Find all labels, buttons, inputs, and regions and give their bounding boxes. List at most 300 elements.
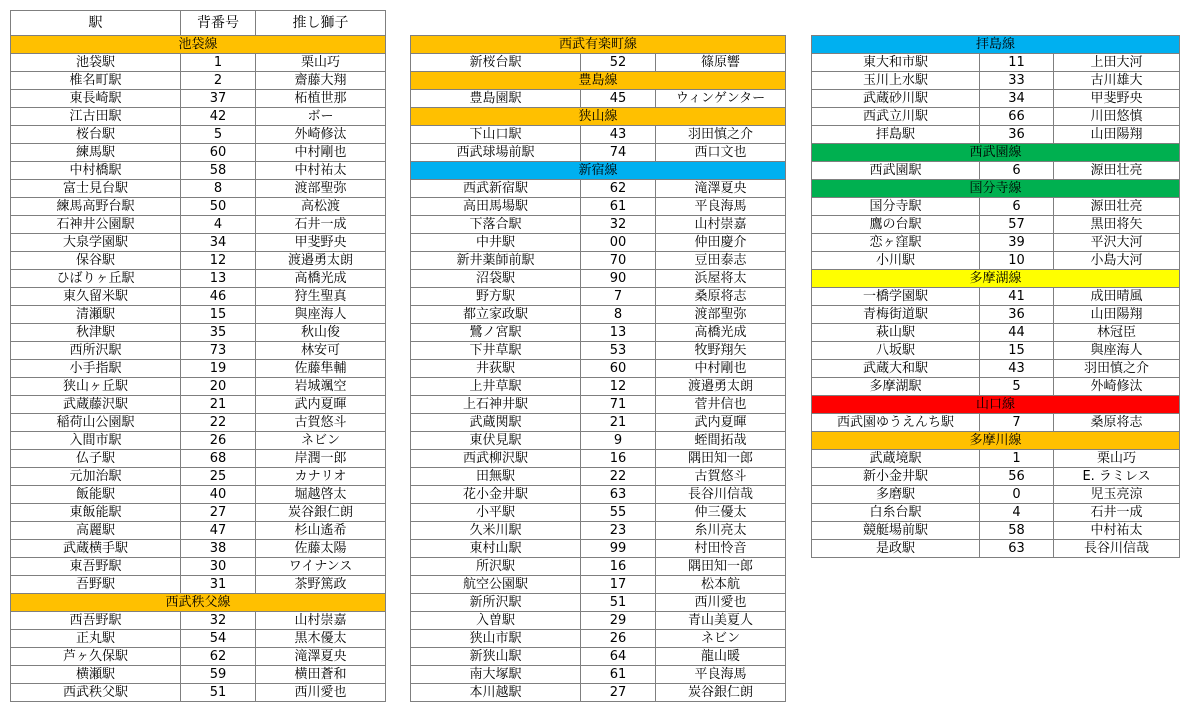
player-name: 石井一成	[256, 216, 386, 234]
station-row	[11, 54, 386, 72]
station-row	[411, 90, 786, 108]
station-row	[812, 54, 1180, 72]
uniform-number: 26	[581, 630, 656, 648]
player-name: 中村祐太	[1054, 522, 1180, 540]
uniform-number: 58	[181, 162, 256, 180]
player-name: 西川愛也	[656, 594, 786, 612]
line-header-row	[11, 36, 386, 54]
station-row	[411, 270, 786, 288]
uniform-number: 55	[581, 504, 656, 522]
uniform-number: 90	[581, 270, 656, 288]
player-name: ネビン	[656, 630, 786, 648]
uniform-number: 42	[181, 108, 256, 126]
station-name: 小平駅	[411, 504, 581, 522]
station-row	[11, 126, 386, 144]
station-row	[11, 234, 386, 252]
station-row	[11, 342, 386, 360]
uniform-number: 31	[181, 576, 256, 594]
uniform-number: 12	[181, 252, 256, 270]
player-name: 黒木優太	[256, 630, 386, 648]
player-name: 與座海人	[256, 306, 386, 324]
uniform-number: 54	[181, 630, 256, 648]
uniform-number: 57	[980, 216, 1054, 234]
station-row	[812, 252, 1180, 270]
table-body-3	[812, 36, 1180, 558]
line-name: 山口線	[812, 396, 1180, 414]
station-row	[11, 504, 386, 522]
station-name: 国分寺駅	[812, 198, 980, 216]
uniform-number: 64	[581, 648, 656, 666]
player-name: 隅田知一郎	[656, 450, 786, 468]
uniform-number: 59	[181, 666, 256, 684]
uniform-number: 99	[581, 540, 656, 558]
line-header-row	[411, 36, 786, 54]
player-name: 岸潤一郎	[256, 450, 386, 468]
station-name: 久米川駅	[411, 522, 581, 540]
station-name: 小川駅	[812, 252, 980, 270]
player-name: 菅井信也	[656, 396, 786, 414]
player-name: 齋藤大翔	[256, 72, 386, 90]
player-name: 龍山暖	[656, 648, 786, 666]
station-row	[812, 108, 1180, 126]
uniform-number: 25	[181, 468, 256, 486]
player-name: 中村祐太	[256, 162, 386, 180]
line-header-row	[812, 432, 1180, 450]
station-row	[411, 648, 786, 666]
uniform-number: 66	[980, 108, 1054, 126]
player-name: 牧野翔矢	[656, 342, 786, 360]
player-name: 林冠臣	[1054, 324, 1180, 342]
station-row	[411, 450, 786, 468]
station-name: 横瀬駅	[11, 666, 181, 684]
station-row	[11, 486, 386, 504]
station-name: 西吾野駅	[11, 612, 181, 630]
station-name: 武蔵大和駅	[812, 360, 980, 378]
station-name: 青梅街道駅	[812, 306, 980, 324]
station-name: 田無駅	[411, 468, 581, 486]
player-name: ボー	[256, 108, 386, 126]
station-row	[812, 324, 1180, 342]
uniform-number: 16	[581, 558, 656, 576]
uniform-number: 23	[581, 522, 656, 540]
uniform-number: 52	[581, 54, 656, 72]
station-name: 東久留米駅	[11, 288, 181, 306]
station-row	[812, 414, 1180, 432]
station-row	[812, 234, 1180, 252]
uniform-number: 43	[980, 360, 1054, 378]
station-name: 恋ヶ窪駅	[812, 234, 980, 252]
uniform-number: 74	[581, 144, 656, 162]
player-name: 小島大河	[1054, 252, 1180, 270]
player-name: 甲斐野央	[1054, 90, 1180, 108]
uniform-number: 10	[980, 252, 1054, 270]
player-name: 山村崇嘉	[256, 612, 386, 630]
station-name: 東飯能駅	[11, 504, 181, 522]
player-name: ワイナンス	[256, 558, 386, 576]
player-name: 高橋光成	[656, 324, 786, 342]
station-row	[411, 234, 786, 252]
line-name: 西武有楽町線	[411, 36, 786, 54]
station-row	[411, 396, 786, 414]
player-name: 炭谷銀仁朗	[256, 504, 386, 522]
station-name: 芦ヶ久保駅	[11, 648, 181, 666]
station-row	[411, 432, 786, 450]
player-name: 栗山巧	[256, 54, 386, 72]
player-name: 滝澤夏央	[656, 180, 786, 198]
station-row	[812, 162, 1180, 180]
uniform-number: 44	[980, 324, 1054, 342]
player-name: 青山美夏人	[656, 612, 786, 630]
station-row	[411, 324, 786, 342]
station-name: 新所沢駅	[411, 594, 581, 612]
uniform-number: 70	[581, 252, 656, 270]
station-row	[411, 468, 786, 486]
uniform-number: 5	[181, 126, 256, 144]
player-name: 平良海馬	[656, 198, 786, 216]
station-row	[411, 198, 786, 216]
station-name: 江古田駅	[11, 108, 181, 126]
station-name: 西武球場前駅	[411, 144, 581, 162]
station-name: 多摩湖駅	[812, 378, 980, 396]
station-name: 西武新宿駅	[411, 180, 581, 198]
player-name: 外崎修汰	[256, 126, 386, 144]
uniform-number: 63	[581, 486, 656, 504]
station-name: 正丸駅	[11, 630, 181, 648]
station-name: 花小金井駅	[411, 486, 581, 504]
line-name: 多摩川線	[812, 432, 1180, 450]
station-name: 狭山ヶ丘駅	[11, 378, 181, 396]
station-row	[411, 630, 786, 648]
uniform-number: 6	[980, 162, 1054, 180]
uniform-number: 21	[181, 396, 256, 414]
station-row	[411, 612, 786, 630]
player-name: 中村剛也	[256, 144, 386, 162]
uniform-number: 19	[181, 360, 256, 378]
player-name: 西口文也	[656, 144, 786, 162]
station-row	[411, 594, 786, 612]
station-name: 中村橋駅	[11, 162, 181, 180]
station-row	[411, 126, 786, 144]
station-row	[411, 666, 786, 684]
station-name: 高田馬場駅	[411, 198, 581, 216]
player-name: 村田怜音	[656, 540, 786, 558]
station-name: 下山口駅	[411, 126, 581, 144]
uniform-number: 34	[980, 90, 1054, 108]
player-name: 児玉亮涼	[1054, 486, 1180, 504]
station-row	[411, 306, 786, 324]
station-row	[11, 288, 386, 306]
line-header-row	[11, 594, 386, 612]
station-row	[11, 72, 386, 90]
station-row	[11, 432, 386, 450]
player-name: 狩生聖真	[256, 288, 386, 306]
station-name: 競艇場前駅	[812, 522, 980, 540]
station-row	[11, 666, 386, 684]
player-name: 上田大河	[1054, 54, 1180, 72]
station-name: 武蔵境駅	[812, 450, 980, 468]
station-row	[411, 144, 786, 162]
station-row	[11, 414, 386, 432]
station-name: 野方駅	[411, 288, 581, 306]
station-row	[11, 252, 386, 270]
station-row	[11, 540, 386, 558]
station-row	[11, 396, 386, 414]
line-header-row	[812, 270, 1180, 288]
uniform-number: 1	[980, 450, 1054, 468]
station-name: 八坂駅	[812, 342, 980, 360]
station-name: 富士見台駅	[11, 180, 181, 198]
station-name: 東大和市駅	[812, 54, 980, 72]
station-row	[11, 144, 386, 162]
player-name: 仲田慶介	[656, 234, 786, 252]
player-name: 柘植世那	[256, 90, 386, 108]
station-name: 石神井公園駅	[11, 216, 181, 234]
station-name: 清瀬駅	[11, 306, 181, 324]
uniform-number: 12	[581, 378, 656, 396]
player-name: 浜屋将太	[656, 270, 786, 288]
uniform-number: 56	[980, 468, 1054, 486]
header-player: 推し獅子	[256, 11, 386, 36]
player-name: 中村剛也	[656, 360, 786, 378]
station-row	[812, 342, 1180, 360]
station-name: 東吾野駅	[11, 558, 181, 576]
station-row	[812, 360, 1180, 378]
station-row	[411, 252, 786, 270]
player-name: 豆田泰志	[656, 252, 786, 270]
station-name: 井荻駅	[411, 360, 581, 378]
station-name: 下井草駅	[411, 342, 581, 360]
station-name: 練馬駅	[11, 144, 181, 162]
uniform-number: 62	[581, 180, 656, 198]
station-name: 沼袋駅	[411, 270, 581, 288]
line-name: 豊島線	[411, 72, 786, 90]
uniform-number: 22	[181, 414, 256, 432]
uniform-number: 30	[181, 558, 256, 576]
player-name: 西川愛也	[256, 684, 386, 702]
uniform-number: 6	[980, 198, 1054, 216]
station-row	[812, 522, 1180, 540]
uniform-number: 7	[980, 414, 1054, 432]
line-name: 池袋線	[11, 36, 386, 54]
station-row	[812, 504, 1180, 522]
station-row	[812, 540, 1180, 558]
station-row	[11, 630, 386, 648]
station-name: 鷹の台駅	[812, 216, 980, 234]
uniform-number: 1	[181, 54, 256, 72]
station-name: 萩山駅	[812, 324, 980, 342]
player-name: 山村崇嘉	[656, 216, 786, 234]
station-row	[411, 54, 786, 72]
table-seibu-shinjuku	[410, 35, 786, 702]
player-name: 杉山遙希	[256, 522, 386, 540]
line-name: 西武秩父線	[11, 594, 386, 612]
player-name: 甲斐野央	[256, 234, 386, 252]
station-row	[411, 558, 786, 576]
uniform-number: 46	[181, 288, 256, 306]
player-name: 糸川亮太	[656, 522, 786, 540]
uniform-number: 39	[980, 234, 1054, 252]
station-name: 高麗駅	[11, 522, 181, 540]
station-name: 上井草駅	[411, 378, 581, 396]
station-name: 西武秩父駅	[11, 684, 181, 702]
player-name: 羽田慎之介	[656, 126, 786, 144]
station-name: 武蔵藤沢駅	[11, 396, 181, 414]
line-header-row	[812, 36, 1180, 54]
table-seibu-haijima-tamagawa	[811, 35, 1180, 558]
station-row	[411, 684, 786, 702]
station-row	[11, 468, 386, 486]
station-name: 仏子駅	[11, 450, 181, 468]
station-row	[411, 180, 786, 198]
uniform-number: 32	[581, 216, 656, 234]
uniform-number: 8	[581, 306, 656, 324]
player-name: 長谷川信哉	[656, 486, 786, 504]
uniform-number: 15	[980, 342, 1054, 360]
player-name: 岩城颯空	[256, 378, 386, 396]
player-name: 炭谷銀仁朗	[656, 684, 786, 702]
uniform-number: 22	[581, 468, 656, 486]
station-name: 新桜台駅	[411, 54, 581, 72]
player-name: 蛭間拓哉	[656, 432, 786, 450]
station-name: 入曽駅	[411, 612, 581, 630]
station-name: 新井薬師前駅	[411, 252, 581, 270]
station-name: 西武園ゆうえんち駅	[812, 414, 980, 432]
player-name: 佐藤太陽	[256, 540, 386, 558]
player-name: 佐藤隼輔	[256, 360, 386, 378]
uniform-number: 36	[980, 126, 1054, 144]
line-header-row	[411, 162, 786, 180]
station-name: 狭山市駅	[411, 630, 581, 648]
station-row	[812, 126, 1180, 144]
player-name: 石井一成	[1054, 504, 1180, 522]
station-name: 白糸台駅	[812, 504, 980, 522]
uniform-number: 4	[980, 504, 1054, 522]
uniform-number: 50	[181, 198, 256, 216]
station-name: 秋津駅	[11, 324, 181, 342]
station-row	[411, 288, 786, 306]
player-name: 成田晴風	[1054, 288, 1180, 306]
station-name: 西武立川駅	[812, 108, 980, 126]
player-name: 武内夏暉	[256, 396, 386, 414]
uniform-number: 51	[581, 594, 656, 612]
player-name: 林安可	[256, 342, 386, 360]
player-name: 渡邉勇太朗	[256, 252, 386, 270]
station-name: 東伏見駅	[411, 432, 581, 450]
station-row	[11, 378, 386, 396]
station-row	[411, 360, 786, 378]
station-name: ひばりヶ丘駅	[11, 270, 181, 288]
player-name: 渡部聖弥	[656, 306, 786, 324]
uniform-number: 8	[181, 180, 256, 198]
station-row	[11, 360, 386, 378]
station-row	[812, 90, 1180, 108]
station-row	[411, 576, 786, 594]
station-name: 飯能駅	[11, 486, 181, 504]
station-row	[812, 216, 1180, 234]
station-name: 是政駅	[812, 540, 980, 558]
uniform-number: 13	[581, 324, 656, 342]
uniform-number: 51	[181, 684, 256, 702]
station-name: 玉川上水駅	[812, 72, 980, 90]
header-number: 背番号	[181, 11, 256, 36]
station-name: 南大塚駅	[411, 666, 581, 684]
uniform-number: 36	[980, 306, 1054, 324]
uniform-number: 61	[581, 666, 656, 684]
station-name: 上石神井駅	[411, 396, 581, 414]
line-name: 西武園線	[812, 144, 1180, 162]
player-name: 武内夏暉	[656, 414, 786, 432]
header-row	[11, 11, 386, 36]
player-name: 秋山俊	[256, 324, 386, 342]
station-name: 新小金井駅	[812, 468, 980, 486]
uniform-number: 71	[581, 396, 656, 414]
station-row	[812, 198, 1180, 216]
station-row	[11, 108, 386, 126]
station-row	[812, 72, 1180, 90]
station-name: 入間市駅	[11, 432, 181, 450]
player-name: 源田壮亮	[1054, 198, 1180, 216]
station-row	[411, 522, 786, 540]
station-row	[812, 288, 1180, 306]
line-header-row	[812, 180, 1180, 198]
station-name: 保谷駅	[11, 252, 181, 270]
player-name: 山田陽翔	[1054, 126, 1180, 144]
station-name: 多磨駅	[812, 486, 980, 504]
station-name: 都立家政駅	[411, 306, 581, 324]
station-row	[11, 90, 386, 108]
station-row	[11, 198, 386, 216]
uniform-number: 4	[181, 216, 256, 234]
uniform-number: 38	[181, 540, 256, 558]
player-name: 渡部聖弥	[256, 180, 386, 198]
uniform-number: 45	[581, 90, 656, 108]
uniform-number: 41	[980, 288, 1054, 306]
station-name: 西所沢駅	[11, 342, 181, 360]
station-row	[411, 486, 786, 504]
player-name: E. ラミレス	[1054, 468, 1180, 486]
station-name: 鷺ノ宮駅	[411, 324, 581, 342]
station-row	[411, 378, 786, 396]
station-row	[812, 378, 1180, 396]
station-row	[812, 468, 1180, 486]
table-body-1	[11, 11, 386, 702]
station-name: 一橋学園駅	[812, 288, 980, 306]
player-name: 隅田知一郎	[656, 558, 786, 576]
uniform-number: 29	[581, 612, 656, 630]
uniform-number: 21	[581, 414, 656, 432]
line-header-row	[812, 396, 1180, 414]
station-row	[11, 450, 386, 468]
station-row	[11, 270, 386, 288]
uniform-number: 62	[181, 648, 256, 666]
player-name: 桑原将志	[1054, 414, 1180, 432]
uniform-number: 58	[980, 522, 1054, 540]
station-row	[411, 414, 786, 432]
player-name: 仲三優太	[656, 504, 786, 522]
uniform-number: 60	[581, 360, 656, 378]
uniform-number: 00	[581, 234, 656, 252]
station-name: 大泉学園駅	[11, 234, 181, 252]
uniform-number: 17	[581, 576, 656, 594]
station-name: 武蔵砂川駅	[812, 90, 980, 108]
station-name: 練馬高野台駅	[11, 198, 181, 216]
uniform-number: 40	[181, 486, 256, 504]
player-name: 山田陽翔	[1054, 306, 1180, 324]
line-name: 拝島線	[812, 36, 1180, 54]
player-name: 古川雄大	[1054, 72, 1180, 90]
station-row	[11, 576, 386, 594]
station-row	[411, 216, 786, 234]
